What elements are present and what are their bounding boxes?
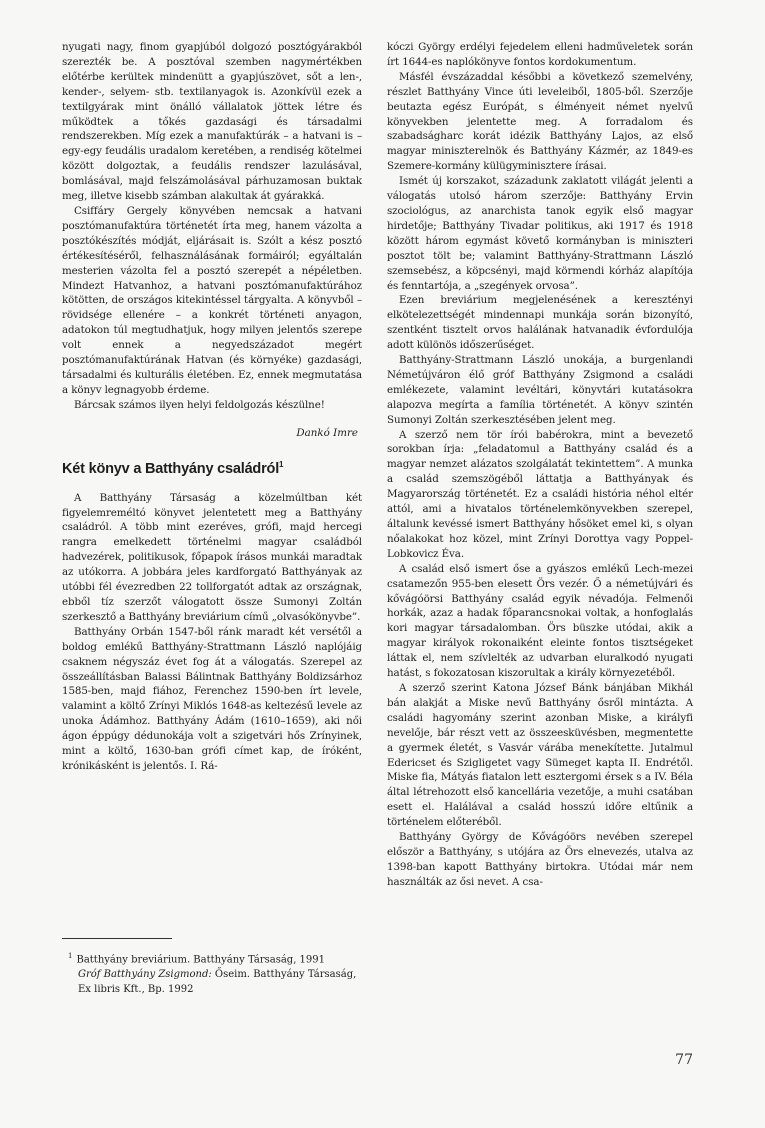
footnote-author: Gróf Batthyány Zsigmond:	[78, 968, 212, 980]
page-number: 77	[675, 1052, 693, 1068]
footnote-line: Őseim. Batthyány Társaság, Ex libris Kft., Bp. 1992	[78, 968, 357, 995]
body-paragraph: kóczi György erdélyi fejedelem elleni hadműveletek során írt 1644-es naplókönyve fontos kordokumentum.	[387, 41, 693, 68]
body-paragraph: Ismét új korszakot, századunk zaklatott világát jelenti a válogatás utolsó három szerzője: Batthyány Ervin szociológus, az anarchista tanok egyik első magyar hirdetője; Batthyány Tivadar politikus, aki 1917 és 1918 között három egymást követő kormányban is miniszteri posztot tölt be; valamint Batthyány-Strattmann László szemsebész, a köpcsényi, majd körmendi kórház alapítója és fenntartója, a „szegények orvosa”.	[387, 175, 693, 292]
body-paragraph: Csiffáry Gergely könyvében nemcsak a hatvani posztómanufaktúra történetét írta meg, hanem vázolta a posztókészítés módját, eljárásait is. Szólt a kész posztó értékesítéséről, felhasználásának formáiról; egyáltalán mesterien vázolta fel a posztó szerepét a népéletben. Mindezt Hatvanhoz, a hatvani posztómanufaktúrához kötötten, de országos kitekintéssel tárgyalta. A könyvből – rövidsége ellenére – a konkrét történeti anyagon, adatokon túl megtudhatjuk, hogy milyen jelentős szerepe volt ennek a negyedszázadot megért posztómanufaktúrának Hatvan (és környéke) gazdasági, társadalmi és kulturális életében. Ez, ennek megmutatása a könyv legnagyobb érdeme.	[62, 204, 362, 396]
body-paragraph: A szerző nem tör írói babérokra, mint a bevezető sorokban írja: „feladatomul a Batthyány család és a magyar nemzet alázatos szolgálatát tekintettem”. A munka a család szemszögéből láttatja a Batthyányak és Magyarország történetét. Ez a családi história néhol eltér attól, ami a hivatalos történelemkönyvekben szerepel, általunk kevéssé ismert Batthyány hősöket emel ki, s olyan nőalakokat hoz közel, mint Zrínyi Dorottya vagy Poppel-Lobkovicz Éva.	[387, 428, 693, 560]
footnote-rule	[62, 938, 172, 939]
footnote-line: Batthyány breviárium. Batthyány Társaság, 1991	[76, 954, 326, 966]
article-heading	[62, 461, 362, 477]
heading-footnote-mark: 1	[279, 459, 284, 469]
body-paragraph: A család első ismert őse a gyászos emlékű Lech-mezei csatamezőn 955-ben elesett Örs vezér. Ő a németújvári és kővágóörsi Batthyány család egyik névadója. Felmenői horkák, azaz a hadak főparancsnokai voltak, a honfoglalás kori magyar társadalomban. Örs büszke utódai, akik a magyar királyok rokonaiként eleinte fontos tisztségeket láttak el, nem szívlelték az udvarban eluralkodó nyugati hatást, s fokozatosan kiszorultak a király környezetéből.	[387, 562, 693, 680]
body-paragraph: A Batthyány Társaság a közelmúltban két figyelemreméltó könyvet jelentetett meg a Batthyány családról. A több mint ezeréves, grófi, majd hercegi rangra emelkedett történelmi magyar családból hadvezérek, politikusok, főpapok írásos munkái maradtak az utókorra. A jobbára jeles kardforgató Batthyányak az utóbbi fél évezredben 22 tollforgatót adtak az országnak, ebből tíz szerzőt válogatott össze Sumonyi Zoltán szerkesztő a Batthyány breviárium című „olvasókönyvbe”.	[62, 491, 362, 623]
left-column	[62, 40, 362, 774]
body-paragraph: Másfél évszázaddal későbbi a következő szemelvény, részlet Batthyány Vince úti leveleiből, 1805-ből. Szerzője beutazta egész Európát, s élményeit német nyelvű könyvekben jelentette meg. A forradalom és szabadságharc korát idézik Batthyány Lajos, az első magyar miniszterelnök és Batthyány Kázmér, az 1849-es Szemere-kormány külügyminisztere írásai.	[387, 70, 693, 173]
right-column	[387, 40, 693, 890]
body-paragraph: Batthyány Orbán 1547-ből ránk maradt két versétől a boldog emlékű Batthyány-Strattmann László naplójáig csaknem négyszáz évet fog át a válogatás. Szerepel az összeállításban Balassi Bálintnak Batthyány Boldizsárhoz 1585-ben, majd fiához, Ferenchez 1590-ben írt levele, valamint a költő Zrínyi Miklós 1648-as keltezésű levele az unoka Ádámhoz. Batthyány Ádám (1610–1659), aki női ágon éppúgy dédunokája volt a szigetvári hős Zrínyinek, mint a költő, 1630-ban grófi címet kap, de íróként, krónikásként is jelentős. I. Rá-	[62, 625, 362, 772]
footnote-mark: 1	[68, 952, 73, 960]
article-heading-text: Két könyv a Batthyány családról	[62, 460, 280, 477]
footnote-item	[62, 968, 362, 997]
footnotes	[62, 938, 362, 997]
review-signature: Dankó Imre	[296, 426, 358, 439]
footnote-item	[62, 949, 362, 968]
body-paragraph: nyugati nagy, finom gyapjúból dolgozó posztógyárakból szerezték be. A posztóval szemben nagymértékben előtérbe kerültek mindenütt a gyapjúszövet, sőt a len-, kender-, selyem- stb. textilanyagok is. Azonkívül ezek a textilgyárak mint önálló vállalatok jöttek létre és működtek a tőkés gazdasági és társadalmi rendszerekben. Míg ezek a manufaktúrák – a hatvani is – egy-egy feudális uradalom keretében, a rendiség kötelmei között dolgoztak, a feudális rendszer lazulásával, bomlásával, majd felszámolásával párhuzamosan buktak meg, illetve kisebb számban alakultak át gyárakká.	[62, 41, 362, 203]
body-paragraph: Ezen breviárium megjelenésének a keresztényi elkötelezettségét mindennapi munkája során bizonyító, szentként tisztelt orvos halálának hatvanadik évfordulója adott különös időszerűséget.	[387, 294, 693, 352]
body-paragraph: Bárcsak számos ilyen helyi feldolgozás készülne!	[74, 398, 325, 411]
body-paragraph: A szerző szerint Katona József Bánk bánjában Mikhál bán alakját a Miske nevű Batthyány ősről mintázta. A családi hagyomány szerint azonban Miske, a királyfi nevelője, bár részt vett az összeesküvésben, megmentette a gyermek életét, s Vasvár várába menekítette. Jutalmul Edericset és Szigligetet vagy Sümeget kapta II. Endrétől. Miske fia, Mátyás fiatalon lett esztergomi érsek s a IV. Béla által létrehozott első kancellária vezetője, a muhi csatában esett el. Halálával a család hosszú időre eltűnik a történelem előteréből.	[387, 681, 693, 829]
body-paragraph: Batthyány-Strattmann László unokája, a burgenlandi Németújváron élő gróf Batthyány Zsigmond a családi emlékezete, valamint levéltári, könyvtári kutatásokra alapozva megírta a família történetét. A könyv szintén Sumonyi Zoltán szerkesztésében jelent meg.	[387, 354, 693, 426]
body-paragraph: Batthyány György de Kővágóörs nevében szerepel először a Batthyány, s utójára az Örs elnevezés, utalva az 1398-ban kapott Batthyány birtokra. Utódai már nem használták az ősi nevet. A csa-	[387, 831, 693, 888]
